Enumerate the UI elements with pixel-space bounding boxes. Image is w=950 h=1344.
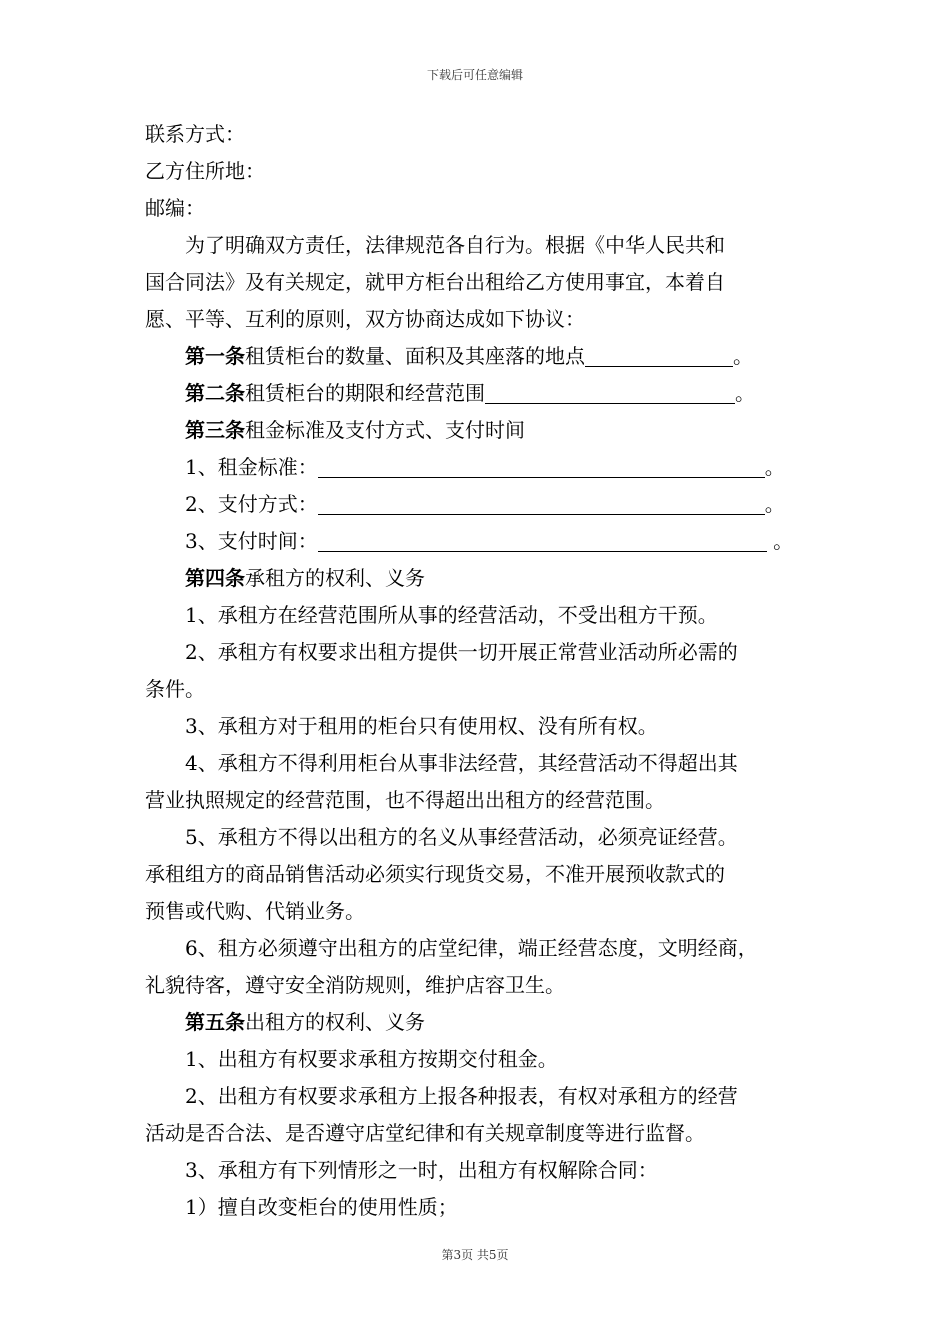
item-text: 1、租金标准： [185,455,318,479]
document-body [145,116,810,1226]
article-label: 第五条 [185,1010,245,1034]
article-2 [145,375,810,412]
paragraph-line: 4、承租方不得利用柜台从事非法经营，其经营活动不得超出其 [185,751,738,775]
paragraph-line: 3、承租方有下列情形之一时，出租方有权解除合同： [185,1158,658,1182]
intro-line: 为了明确双方责任，法律规范各自行为。根据《中华人民共和 [185,233,725,257]
paragraph-line: 承租组方的商品销售活动必须实行现货交易，不准开展预收款式的 [145,862,725,886]
intro-line: 愿、平等、互利的原则，双方协商达成如下协议： [145,307,585,331]
article-text: 租赁柜台的数量、面积及其座落的地点 [245,344,585,368]
article-label: 第二条 [185,381,245,405]
paragraph-line: 6、租方必须遵守出租方的店堂纪律，端正经营态度，文明经商， [185,936,758,960]
article-3-item [145,486,810,523]
contact-line: 联系方式： [145,122,245,146]
paragraph-line: 预售或代购、代销业务。 [145,899,365,923]
article-text: 出租方的权利、义务 [245,1010,425,1034]
party-b-address-line: 乙方住所地： [145,159,265,183]
line-end: 。 [733,344,753,368]
article-text: 租赁柜台的期限和经营范围 [245,381,485,405]
article-1 [145,338,810,375]
fill-in-blank[interactable] [485,379,735,404]
paragraph-line: 条件。 [145,677,205,701]
paragraph-line: 1、承租方在经营范围所从事的经营活动，不受出租方干预。 [185,603,718,627]
paragraph-line: 1、出租方有权要求承租方按期交付租金。 [185,1047,558,1071]
item-text: 3、支付时间： [185,529,318,553]
article-3 [145,412,810,449]
item-text: 2、支付方式： [185,492,318,516]
intro-line: 国合同法》及有关规定，就甲方柜台出租给乙方使用事宜，本着自 [145,270,725,294]
article-3-item [145,523,810,560]
paragraph-line: 3、承租方对于租用的柜台只有使用权、没有所有权。 [185,714,658,738]
article-label: 第一条 [185,344,245,368]
line-end: 。 [764,455,785,479]
article-text: 承租方的权利、义务 [245,566,425,590]
paragraph-line: 1）擅自改变柜台的使用性质； [185,1195,458,1219]
page-number: 第3页 共5页 [441,1248,509,1262]
fill-in-blank[interactable] [318,453,765,478]
article-3-item [145,449,810,486]
line-end: 。 [764,492,785,516]
paragraph-line: 5、承租方不得以出租方的名义从事经营活动，必须亮证经营。 [185,825,738,849]
paragraph-line: 2、承租方有权要求出租方提供一切开展正常营业活动所必需的 [185,640,738,664]
paragraph-line: 营业执照规定的经营范围，也不得超出出租方的经营范围。 [145,788,665,812]
postcode-line: 邮编： [145,196,205,220]
line-end: 。 [766,529,794,553]
article-5 [145,1004,810,1041]
page-header-note: 下载后可任意编辑 [426,68,523,82]
paragraph-line: 礼貌待客，遵守安全消防规则，维护店容卫生。 [145,973,565,997]
article-label: 第四条 [185,566,245,590]
article-4 [145,560,810,597]
fill-in-blank[interactable] [585,342,733,367]
article-text: 租金标准及支付方式、支付时间 [245,418,525,442]
line-end: 。 [735,381,755,405]
paragraph-line: 活动是否合法、是否遵守店堂纪律和有关规章制度等进行监督。 [145,1121,705,1145]
paragraph-line: 2、出租方有权要求承租方上报各种报表，有权对承租方的经营 [185,1084,738,1108]
fill-in-blank[interactable] [318,490,765,515]
fill-in-blank[interactable] [318,527,767,552]
article-label: 第三条 [185,418,245,442]
